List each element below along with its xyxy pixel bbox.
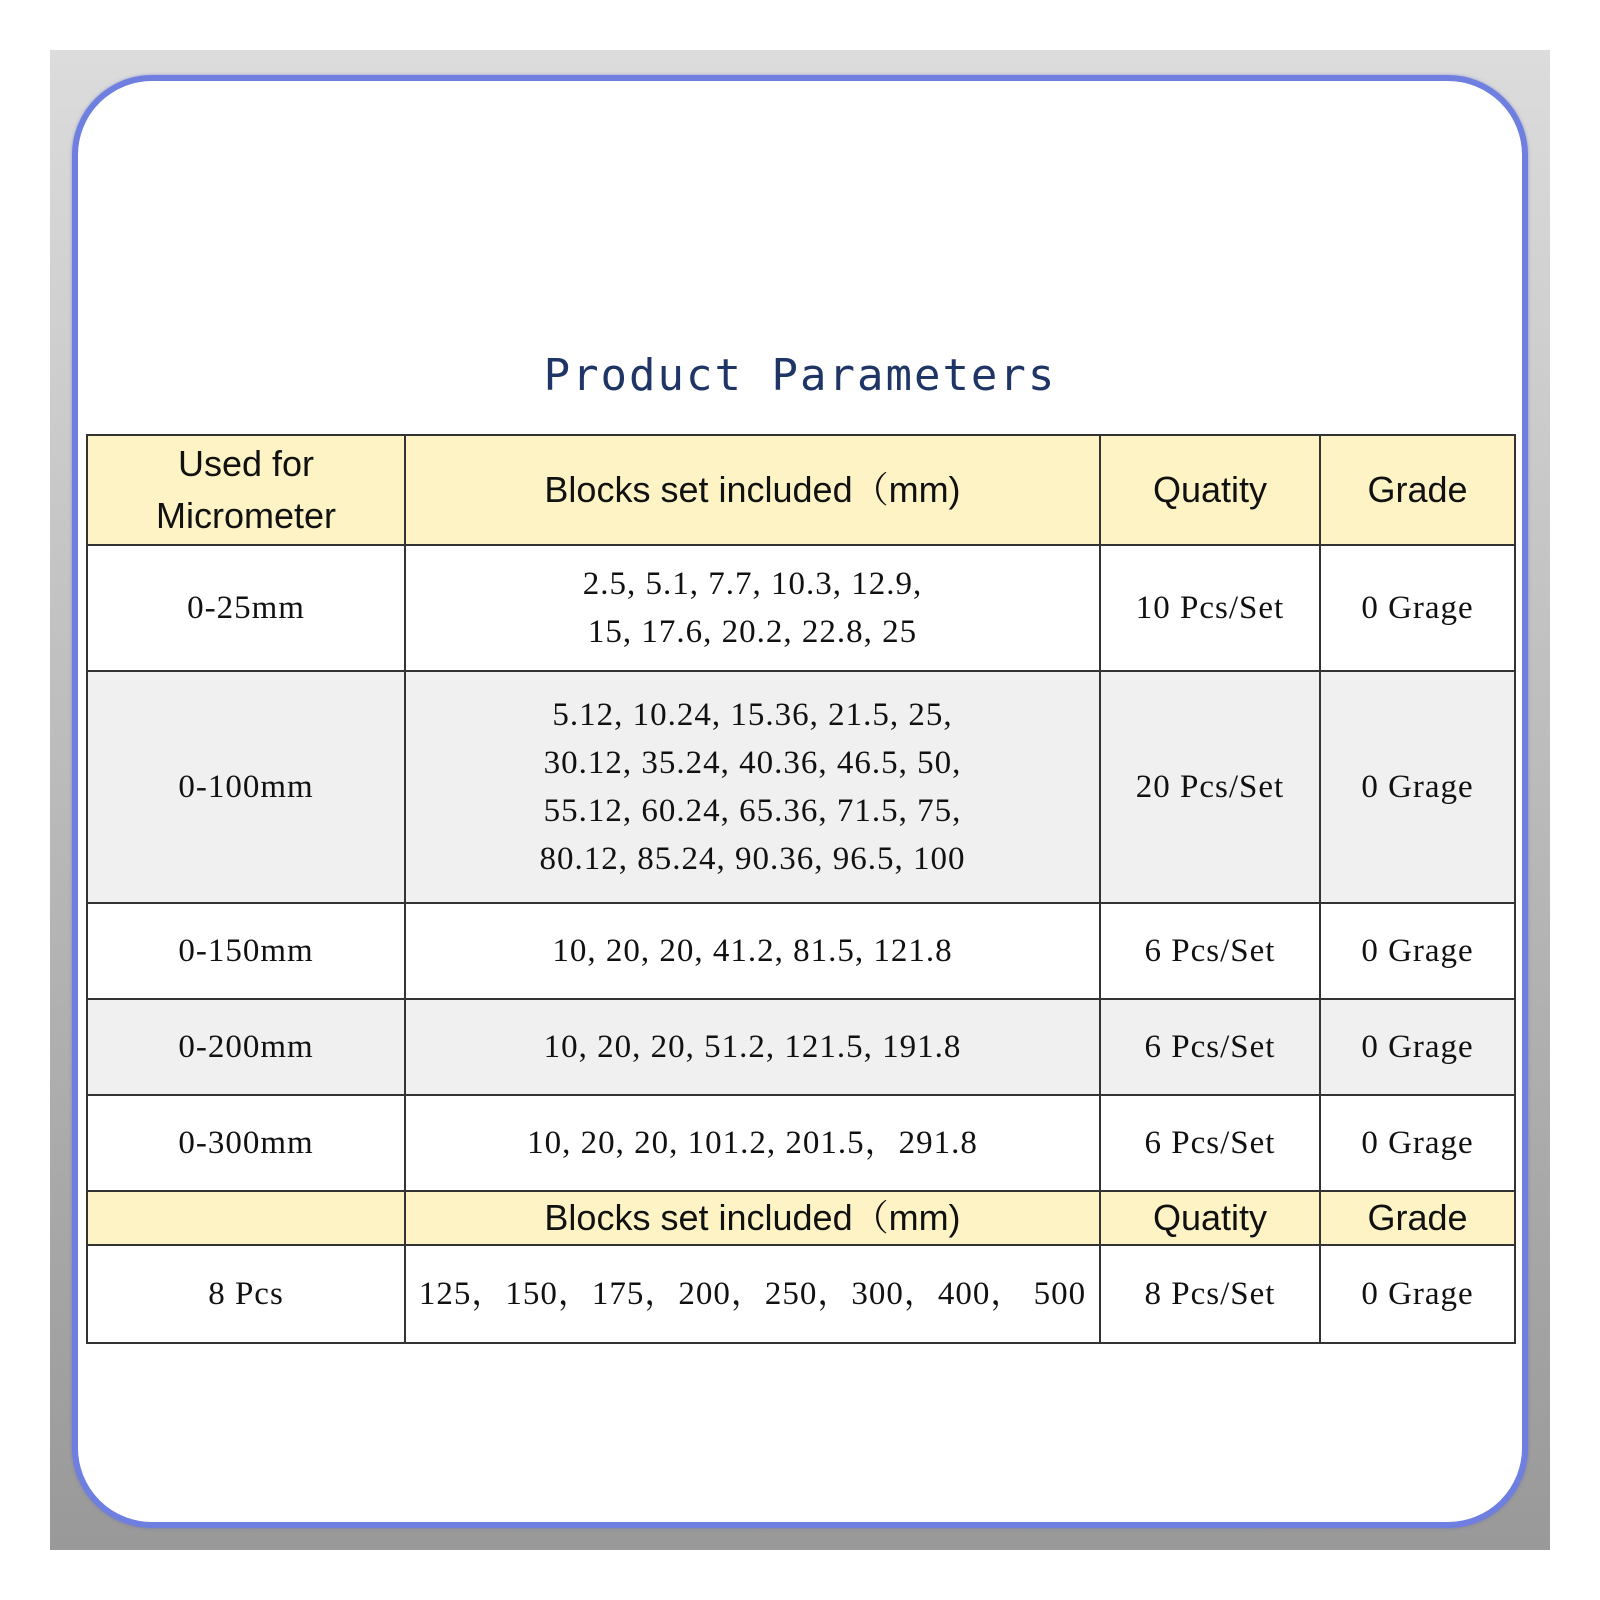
table-row: [87, 999, 1515, 1095]
quantity-cell: 20 Pcs/Set: [1100, 671, 1320, 903]
blocks-cell: 10, 20, 20, 101.2, 201.5，291.8: [405, 1095, 1100, 1191]
range-cell: 0-150mm: [87, 903, 405, 999]
blocks-cell: 5.12, 10.24, 15.36, 21.5, 25, 30.12, 35.24, 40.36, 46.5, 50, 55.12, 60.24, 65.36, 71.5, 75, 80.12, 85.24, 90.36, 96.5, 100: [405, 671, 1100, 903]
quantity-cell: 6 Pcs/Set: [1100, 903, 1320, 999]
table-row: [87, 1095, 1515, 1191]
table-row: [87, 1245, 1515, 1343]
range-cell: 8 Pcs: [87, 1245, 405, 1343]
header-blocks: Blocks set included（mm): [405, 435, 1100, 545]
quantity-cell: 10 Pcs/Set: [1100, 545, 1320, 671]
range-cell: 0-100mm: [87, 671, 405, 903]
parameters-table: [86, 434, 1516, 1344]
range-cell: 0-25mm: [87, 545, 405, 671]
header-quantity: Quatity: [1100, 435, 1320, 545]
grade-cell: 0 Grage: [1320, 903, 1515, 999]
secondary-header-row: [87, 1191, 1515, 1245]
range-cell: 0-300mm: [87, 1095, 405, 1191]
header-quantity: Quatity: [1100, 1191, 1320, 1245]
blocks-cell: 125，150，175，200，250，300，400， 500: [405, 1245, 1100, 1343]
header-used-for: Used for Micrometer: [87, 435, 405, 545]
header-blocks: Blocks set included（mm): [405, 1191, 1100, 1245]
table-row: [87, 545, 1515, 671]
header-grade: Grade: [1320, 1191, 1515, 1245]
table-header-row: [87, 435, 1515, 545]
page-title: Product Parameters: [543, 350, 1057, 401]
blocks-cell: 10, 20, 20, 41.2, 81.5, 121.8: [405, 903, 1100, 999]
grade-cell: 0 Grage: [1320, 999, 1515, 1095]
grade-cell: 0 Grage: [1320, 671, 1515, 903]
quantity-cell: 6 Pcs/Set: [1100, 1095, 1320, 1191]
range-cell: 0-200mm: [87, 999, 405, 1095]
header-grade: Grade: [1320, 435, 1515, 545]
header-used-for: [87, 1191, 405, 1245]
quantity-cell: 6 Pcs/Set: [1100, 999, 1320, 1095]
blocks-cell: 2.5, 5.1, 7.7, 10.3, 12.9, 15, 17.6, 20.2, 22.8, 25: [405, 545, 1100, 671]
grade-cell: 0 Grage: [1320, 1095, 1515, 1191]
table-row: [87, 671, 1515, 903]
table-row: [87, 903, 1515, 999]
grade-cell: 0 Grage: [1320, 1245, 1515, 1343]
quantity-cell: 8 Pcs/Set: [1100, 1245, 1320, 1343]
grade-cell: 0 Grage: [1320, 545, 1515, 671]
blocks-cell: 10, 20, 20, 51.2, 121.5, 191.8: [405, 999, 1100, 1095]
